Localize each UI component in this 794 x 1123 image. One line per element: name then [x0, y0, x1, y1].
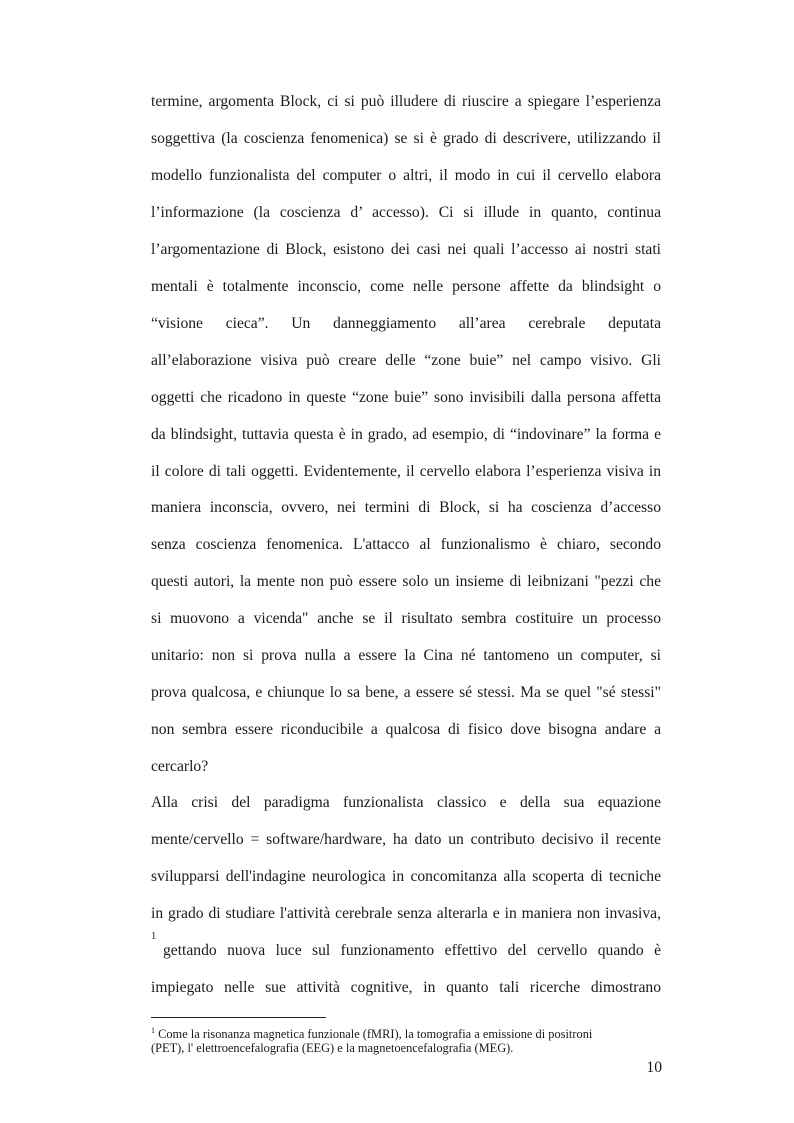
footnote-text-1: Come la risonanza magnetica funzionale (fMRI), la tomografia a emissione di positroni	[155, 1027, 593, 1041]
body-line-9: oggetti che ricadono in queste “zone buie” sono invisibili dalla persona affetta	[151, 389, 661, 406]
body-line-24: gettando nuova luce sul funzionamento effettivo del cervello quando è	[163, 942, 661, 959]
footnote-reference-marker: 1	[151, 931, 157, 942]
body-line-4: l’informazione (la coscienza d’ accesso). Ci si illude in quanto, continua	[151, 204, 661, 221]
body-line-7: “visione cieca”. Un danneggiamento all’area cerebrale deputata	[151, 315, 661, 332]
body-line-20: Alla crisi del paradigma funzionalista classico e della sua equazione	[151, 794, 661, 811]
footnote-marker: 1	[151, 1026, 155, 1035]
body-line-14: questi autori, la mente non può essere solo un insieme di leibnizani "pezzi che	[151, 573, 661, 590]
body-line-11: il colore di tali oggetti. Evidentemente, il cervello elabora l’esperienza visiva in	[151, 463, 661, 480]
body-line-16: unitario: non si prova nulla a essere la Cina né tantomeno un computer, si	[151, 647, 661, 664]
body-line-13: senza coscienza fenomenica. L'attacco al funzionalismo è chiaro, secondo	[151, 536, 661, 553]
page-number: 10	[646, 1059, 662, 1076]
body-line-5: l’argomentazione di Block, esistono dei casi nei quali l’accesso ai nostri stati	[151, 241, 661, 258]
body-line-15: si muovono a vicenda" anche se il risultato sembra costituire un processo	[151, 610, 661, 627]
body-line-2: soggettiva (la coscienza fenomenica) se si è grado di descrivere, utilizzando il	[151, 130, 661, 147]
body-line-23: in grado di studiare l'attività cerebrale senza alterarla e in maniera non invasiva,	[151, 905, 661, 922]
body-line-19: cercarlo?	[151, 758, 209, 775]
body-line-25: impiegato nelle sue attività cognitive, in quanto tali ricerche dimostrano	[151, 979, 661, 996]
body-line-18: non sembra essere riconducibile a qualcosa di fisico dove bisogna andare a	[151, 721, 661, 738]
footnote-line-2: (PET), l' elettroencefalografia (EEG) e la magnetoencefalografia (MEG).	[151, 1041, 514, 1055]
body-line-22: svilupparsi dell'indagine neurologica in concomitanza alla scoperta di tecniche	[151, 868, 661, 885]
body-line-10: da blindsight, tuttavia questa è in grado, ad esempio, di “indovinare” la forma e	[151, 426, 661, 443]
body-line-21: mente/cervello = software/hardware, ha dato un contributo decisivo il recente	[151, 831, 661, 848]
body-line-1: termine, argomenta Block, ci si può illudere di riuscire a spiegare l’esperienza	[151, 93, 661, 110]
body-line-17: prova qualcosa, e chiunque lo sa bene, a essere sé stessi. Ma se quel "sé stessi"	[151, 684, 661, 701]
body-line-3: modello funzionalista del computer o altri, il modo in cui il cervello elabora	[151, 167, 661, 184]
footnote-separator	[151, 1017, 326, 1018]
body-line-6: mentali è totalmente inconscio, come nelle persone affette da blindsight o	[151, 278, 661, 295]
body-line-12: maniera inconscia, ovvero, nei termini di Block, si ha coscienza d’accesso	[151, 499, 661, 516]
body-line-8: all’elaborazione visiva può creare delle “zone buie” nel campo visivo. Gli	[151, 352, 661, 369]
